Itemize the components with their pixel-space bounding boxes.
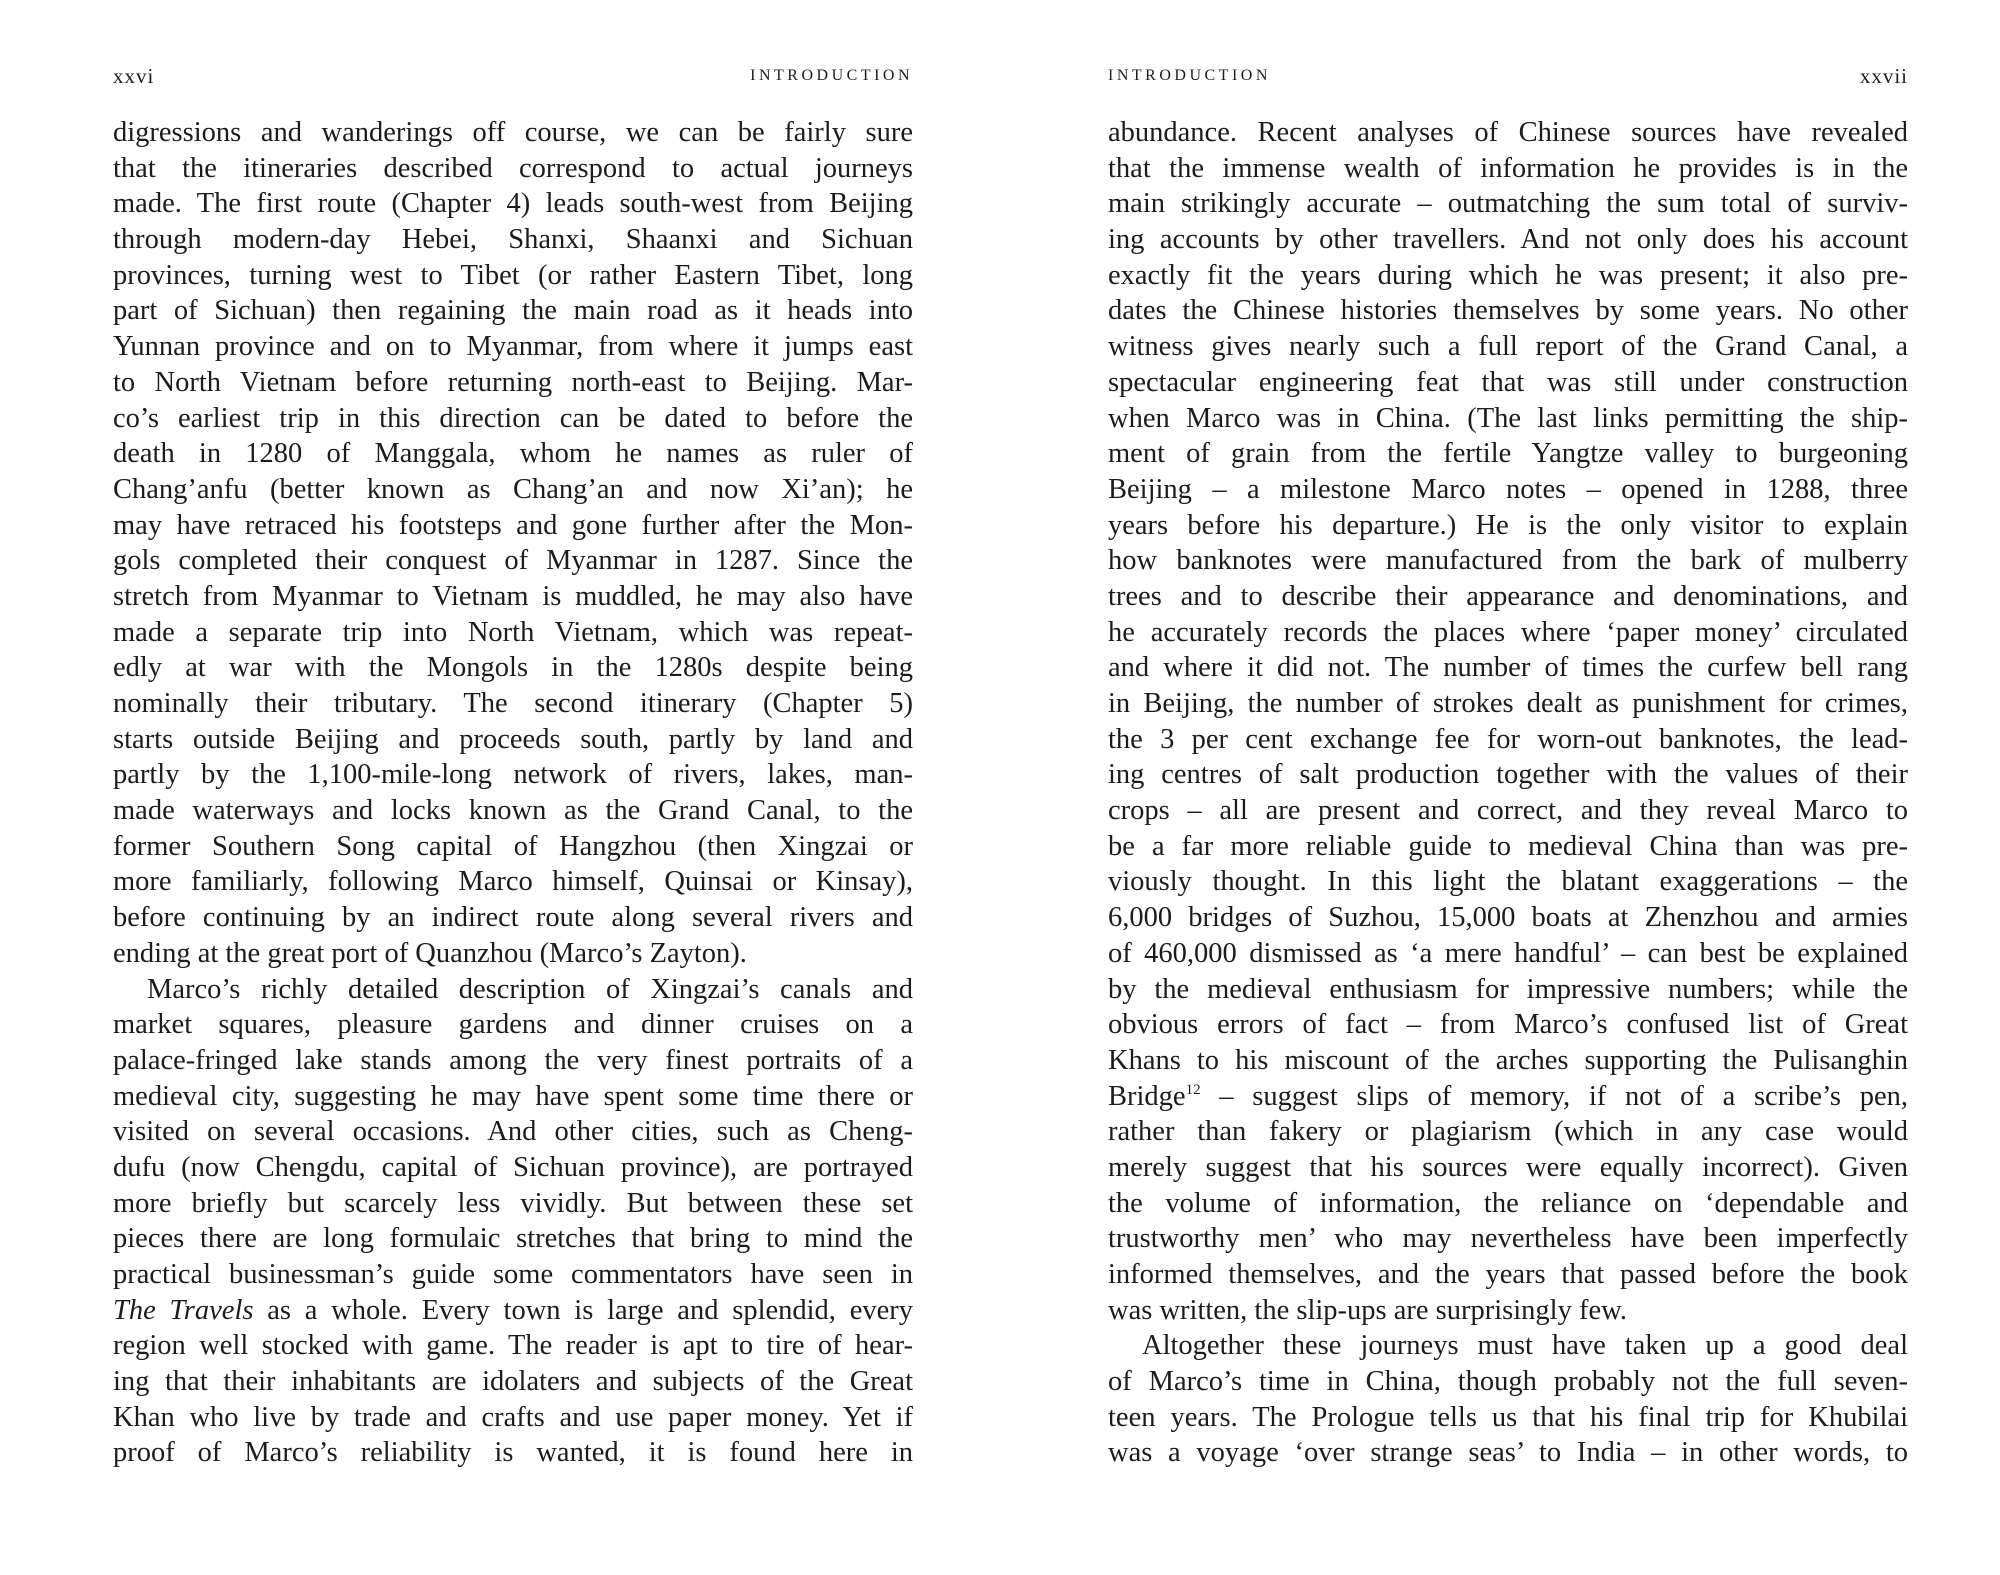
right-page	[1108, 0, 1908, 1575]
text-line: ing that their inhabitants are idolaters and subjects of the Great	[113, 1366, 913, 1398]
text-line: practical businessman’s guide some commentators have seen in	[113, 1259, 913, 1290]
text-line: main strikingly accurate – outmatching the sum total of surviv-	[1108, 188, 1908, 220]
text-line: made a separate trip into North Vietnam, which was repeat-	[113, 616, 913, 648]
left-running-head	[113, 64, 913, 90]
text-line: market squares, pleasure gardens and dinner cruises on a	[113, 1009, 913, 1041]
left-running-title: INTRODUCTION	[750, 67, 913, 84]
text-line: trees and to describe their appearance and denominations, and	[1108, 580, 1908, 612]
paragraph-start-line: Marco’s richly detailed description of Xingzai’s canals and	[147, 973, 913, 1005]
text-line: ending at the great port of Quanzhou (Marco’s Zayton).	[113, 937, 747, 969]
text-line: he accurately records the places where ‘paper money’ circulated	[1108, 616, 1908, 648]
text-line: made. The first route (Chapter 4) leads south-west from Beijing	[113, 188, 913, 220]
text-line: and where it did not. The number of times the curfew bell rang	[1108, 652, 1908, 684]
text-line: made waterways and locks known as the Grand Canal, to the	[113, 795, 913, 827]
left-page-number: xxvi	[113, 64, 155, 88]
text-line: death in 1280 of Manggala, whom he names as ruler of	[113, 438, 913, 470]
text-line: pieces there are long formulaic stretches that bring to mind the	[113, 1223, 913, 1255]
text-line: by the medieval enthusiasm for impressive numbers; while the	[1108, 973, 1908, 1005]
text-line: in Beijing, the number of strokes dealt as punishment for crimes,	[1108, 688, 1908, 719]
text-line: before continuing by an indirect route along several rivers and	[113, 902, 913, 934]
text-line: abundance. Recent analyses of Chinese sources have revealed	[1108, 117, 1908, 148]
text-line: merely suggest that his sources were equally incorrect). Given	[1108, 1151, 1908, 1183]
text-line: was written, the slip-ups are surprisingly few.	[1108, 1294, 1627, 1326]
text-line: spectacular engineering feat that was still under construction	[1108, 366, 1908, 398]
text-line: be a far more reliable guide to medieval China than was pre-	[1108, 830, 1908, 862]
text-line: medieval city, suggesting he may have spent some time there or	[113, 1080, 913, 1112]
bridge-word: Bridge	[1108, 1080, 1186, 1112]
text-line: was a voyage ‘over strange seas’ to India – in other words, to	[1108, 1437, 1908, 1469]
text-line: dates the Chinese histories themselves by some years. No other	[1108, 295, 1908, 327]
paragraph-start-line: Altogether these journeys must have taken up a good deal	[1142, 1330, 1908, 1362]
text-line: of 460,000 dismissed as ‘a mere handful’ – can best be explained	[1108, 937, 1908, 969]
text-line: through modern-day Hebei, Shanxi, Shaanxi and Sichuan	[113, 224, 913, 256]
footnote-reference: 12	[1185, 1081, 1201, 1098]
left-body-text	[113, 115, 913, 1471]
text-line: stretch from Myanmar to Vietnam is muddled, he may also have	[113, 580, 913, 612]
text-line: trustworthy men’ who may nevertheless have been imperfectly	[1108, 1223, 1908, 1255]
text-line: co’s earliest trip in this direction can be dated to before the	[113, 402, 913, 434]
text-line: Khans to his miscount of the arches supporting the Pulisanghin	[1108, 1044, 1908, 1076]
text-line: when Marco was in China. (The last links permitting the ship-	[1108, 402, 1908, 434]
text-line: exactly fit the years during which he was present; it also pre-	[1108, 259, 1908, 291]
text-line-with-footnote	[1108, 1079, 1908, 1115]
text-line: ing centres of salt production together with the values of their	[1108, 759, 1908, 791]
text-line: ment of grain from the fertile Yangtze valley to burgeoning	[1108, 438, 1908, 470]
text-line: witness gives nearly such a full report of the Grand Canal, a	[1108, 331, 1908, 363]
text-line: that the itineraries described correspond to actual journeys	[113, 152, 913, 184]
text-line: part of Sichuan) then regaining the main road as it heads into	[113, 295, 913, 327]
text-line: dufu (now Chengdu, capital of Sichuan province), are portrayed	[113, 1151, 913, 1183]
text-line: years before his departure.) He is the only visitor to explain	[1108, 509, 1908, 541]
text-line: former Southern Song capital of Hangzhou (then Xingzai or	[113, 830, 913, 862]
text-line: Yunnan province and on to Myanmar, from where it jumps east	[113, 331, 913, 363]
text-line: nominally their tributary. The second itinerary (Chapter 5)	[113, 688, 913, 719]
text-line: more familiarly, following Marco himself, Quinsai or Kinsay),	[113, 866, 913, 898]
text-line: that the immense wealth of information he provides is in the	[1108, 152, 1908, 184]
right-running-title: INTRODUCTION	[1108, 67, 1271, 84]
text-line: the volume of information, the reliance on ‘dependable and	[1108, 1187, 1908, 1219]
text-line: visited on several occasions. And other cities, such as Cheng-	[113, 1116, 913, 1148]
right-page-number: xxvii	[1859, 64, 1908, 88]
text-line: to North Vietnam before returning north-east to Beijing. Mar-	[113, 366, 913, 398]
text-line: rather than fakery or plagiarism (which in any case would	[1108, 1116, 1908, 1148]
text-line: 6,000 bridges of Suzhou, 15,000 boats at Zhenzhou and armies	[1108, 902, 1908, 934]
text-line: gols completed their conquest of Myanmar in 1287. Since the	[113, 545, 913, 577]
book-title-italic: The Travels	[113, 1294, 254, 1326]
text-line: obvious errors of fact – from Marco’s confused list of Great	[1108, 1009, 1908, 1041]
left-page	[113, 0, 913, 1575]
right-running-head	[1108, 64, 1908, 90]
text-line: informed themselves, and the years that passed before the book	[1108, 1259, 1908, 1290]
text-line: provinces, turning west to Tibet (or rather Eastern Tibet, long	[113, 259, 913, 291]
text-line: the 3 per cent exchange fee for worn-out banknotes, the lead-	[1108, 723, 1908, 755]
text-line: more briefly but scarcely less vividly. But between these set	[113, 1187, 913, 1219]
text-line: ing accounts by other travellers. And not only does his account	[1108, 224, 1908, 256]
text-line: Chang’anfu (better known as Chang’an and now Xi’an); he	[113, 473, 913, 505]
text-line: edly at war with the Mongols in the 1280s despite being	[113, 652, 913, 684]
text-line: crops – all are present and correct, and they reveal Marco to	[1108, 795, 1908, 827]
text-line: teen years. The Prologue tells us that his final trip for Khubilai	[1108, 1401, 1908, 1433]
text-line: Beijing – a milestone Marco notes – opened in 1288, three	[1108, 473, 1908, 505]
text-line: partly by the 1,100-mile-long network of rivers, lakes, man-	[113, 759, 913, 791]
text-line: digressions and wanderings off course, we can be fairly sure	[113, 117, 913, 148]
text-line: of Marco’s time in China, though probably not the full seven-	[1108, 1366, 1908, 1398]
text-line: may have retraced his footsteps and gone further after the Mon-	[113, 509, 913, 541]
text-line: viously thought. In this light the blatant exaggerations – the	[1108, 866, 1908, 898]
text-line: starts outside Beijing and proceeds south, partly by land and	[113, 723, 913, 755]
text-line-with-italic-title: The Travels as a whole. Every town is large and splendid, every	[113, 1294, 913, 1326]
line-continuation: – suggest slips of memory, if not of a scribe’s pen,	[1200, 1080, 1908, 1112]
text-line: Khan who live by trade and crafts and use paper money. Yet if	[113, 1401, 913, 1433]
text-line: palace-fringed lake stands among the very finest portraits of a	[113, 1044, 913, 1076]
right-body-text	[1108, 115, 1908, 1471]
text-line: region well stocked with game. The reader is apt to tire of hear-	[113, 1330, 913, 1362]
text-line: how banknotes were manufactured from the bark of mulberry	[1108, 545, 1908, 577]
text-line: proof of Marco’s reliability is wanted, it is found here in	[113, 1437, 913, 1469]
